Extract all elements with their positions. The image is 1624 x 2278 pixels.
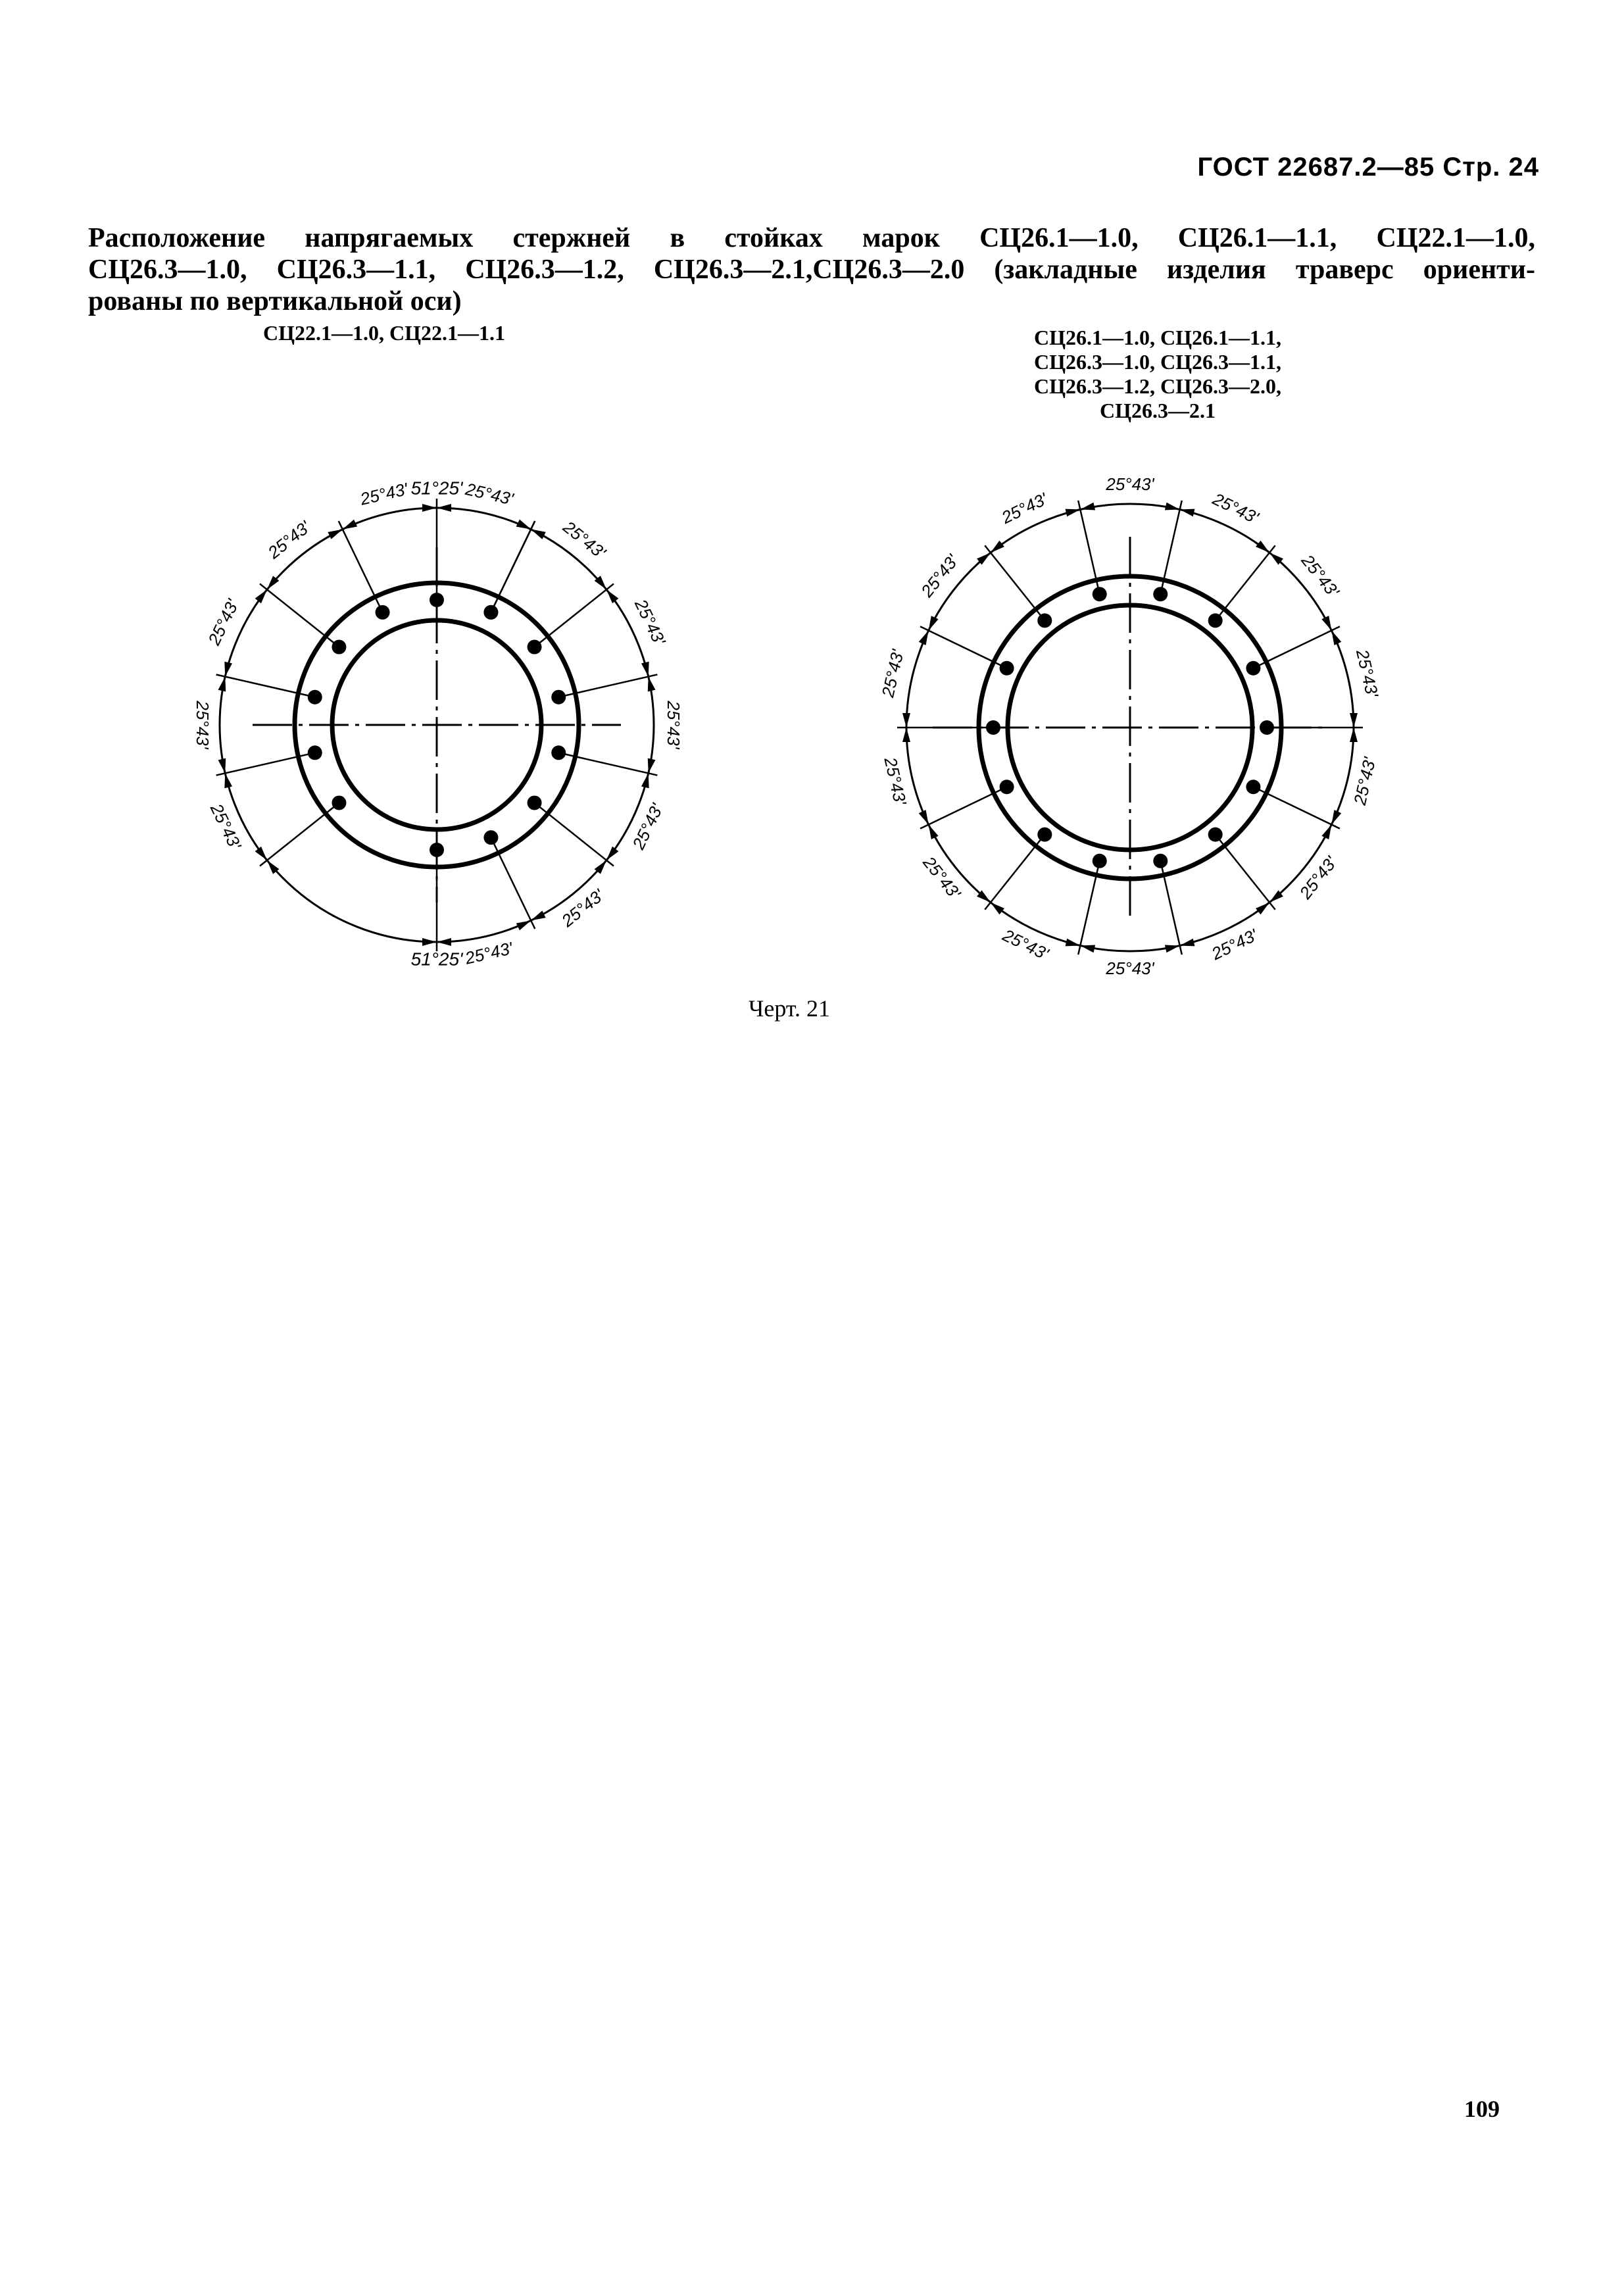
arrowhead: [1180, 509, 1195, 517]
angle-label: 25°43': [877, 647, 908, 699]
arrowhead: [1321, 825, 1331, 839]
arrowhead: [422, 504, 437, 512]
extension-line: [260, 584, 339, 647]
rebar-dot: [332, 640, 346, 655]
arrowhead: [531, 530, 545, 539]
right-drawing-title: [973, 326, 1342, 423]
angle-label: 25°43': [559, 516, 610, 562]
angle-label: 25°43': [204, 596, 243, 649]
angle-label: 25°43': [1295, 853, 1341, 903]
arrowhead: [919, 630, 929, 645]
arrowhead: [218, 677, 226, 692]
rebar-dot: [332, 795, 346, 810]
extension-line: [1216, 835, 1275, 910]
angle-label: 25°43': [557, 885, 608, 931]
arrowhead: [902, 713, 910, 728]
arrowhead: [1080, 945, 1095, 953]
angle-label: 25°43': [463, 938, 515, 968]
arrowhead: [1331, 810, 1341, 824]
arrowhead: [919, 810, 929, 824]
angle-label: 25°43': [998, 489, 1050, 528]
caption-line: рованы по вертикальной оси): [88, 286, 462, 316]
rebar-dot: [551, 745, 566, 760]
arrowhead: [437, 504, 451, 512]
arrowhead: [224, 662, 232, 677]
extension-line: [1216, 545, 1275, 620]
angle-label: 25°43': [358, 479, 410, 509]
angle-label: 25°43': [1297, 551, 1343, 601]
extension-line: [491, 837, 535, 929]
arrowhead: [422, 938, 437, 946]
arrowhead: [531, 910, 545, 920]
angle-label: 25°43': [206, 800, 245, 853]
arrowhead: [641, 662, 649, 677]
extension-line: [260, 803, 339, 866]
right-title-line: СЦ26.3—2.1: [1100, 399, 1216, 422]
extension-line: [1253, 787, 1340, 828]
arrowhead: [255, 589, 267, 603]
angle-label: 25°43': [264, 516, 314, 563]
rebar-dot: [1000, 780, 1014, 794]
extension-line: [535, 803, 614, 866]
arrowhead: [1256, 903, 1269, 914]
arrowhead: [606, 589, 618, 603]
extension-line: [1253, 626, 1340, 668]
rebar-dot: [483, 605, 498, 620]
arrowhead: [224, 773, 232, 788]
right-title-line: СЦ26.3—1.0, СЦ26.3—1.1,: [1034, 350, 1281, 374]
arrowhead: [343, 520, 357, 530]
page-header: ГОСТ 22687.2—85 Стр. 24: [1197, 153, 1539, 182]
angle-label: 51°25': [410, 478, 463, 499]
arrowhead: [606, 847, 618, 860]
arrowhead: [1256, 541, 1269, 553]
rebar-dot: [528, 640, 542, 655]
rebar-dot: [1037, 828, 1052, 842]
arrowhead: [641, 773, 649, 788]
angle-label: 51°25': [410, 949, 463, 970]
arrowhead: [1350, 713, 1358, 728]
angle-label: 25°43': [999, 925, 1052, 964]
left-rebar-drawing: [193, 478, 683, 969]
arrowhead: [991, 903, 1004, 914]
arrowhead: [1321, 616, 1331, 630]
arrowhead: [1066, 509, 1081, 517]
right-rebar-drawing: [877, 474, 1383, 978]
rebar-dot: [430, 593, 444, 607]
angle-label: 25°43': [631, 596, 670, 649]
arrowhead: [516, 520, 531, 530]
extension-line: [985, 545, 1045, 620]
angle-label: 25°43': [1106, 958, 1154, 978]
rebar-dot: [551, 690, 566, 705]
arrowhead: [1066, 939, 1081, 947]
arrowhead: [648, 758, 656, 774]
rebar-dot: [1208, 828, 1223, 842]
rebar-dot: [1000, 661, 1014, 676]
arrowhead: [902, 728, 910, 742]
angle-label: 25°43': [1208, 925, 1261, 964]
rebar-dot: [986, 720, 1000, 735]
angle-label: 25°43': [917, 551, 963, 601]
figure-label: Черт. 21: [749, 995, 830, 1022]
arrowhead: [1165, 503, 1180, 510]
arrowhead: [1165, 945, 1180, 953]
rebar-dot: [376, 605, 390, 620]
angle-label: 25°43': [628, 800, 668, 853]
arrowhead: [516, 920, 531, 930]
angle-label: 25°43': [1210, 489, 1262, 528]
arrowhead: [929, 825, 939, 839]
arrowhead: [648, 677, 656, 692]
right-title-line: СЦ26.1—1.0, СЦ26.1—1.1,: [1034, 326, 1281, 349]
angle-label: 25°43': [1106, 474, 1154, 494]
angle-label: 25°43': [664, 701, 684, 749]
rebar-dot: [1037, 613, 1052, 628]
caption: [88, 222, 1535, 317]
rebar-dot: [308, 690, 322, 705]
arrowhead: [1180, 939, 1195, 947]
extension-line: [920, 626, 1007, 668]
extension-line: [535, 584, 614, 647]
rebar-dot: [1093, 587, 1107, 601]
rebar-dot: [1153, 854, 1168, 868]
extension-line: [920, 787, 1007, 828]
caption-line: Расположение напрягаемых стержней в стойках марок СЦ26.1—1.0, СЦ26.1—1.1, СЦ22.1—1.0,: [88, 223, 1535, 253]
rebar-dot: [1093, 854, 1107, 868]
extension-line: [491, 521, 535, 612]
extension-line: [985, 835, 1045, 910]
angle-label: 25°43': [193, 701, 213, 749]
right-title-line: СЦ26.3—1.2, СЦ26.3—2.0,: [1034, 374, 1281, 398]
arrowhead: [218, 758, 226, 774]
rebar-layout-figure: [132, 421, 1447, 987]
rebar-dot: [528, 795, 542, 810]
arrowhead: [1331, 630, 1341, 645]
angle-label: 25°43': [1352, 647, 1383, 699]
rebar-dot: [483, 830, 498, 845]
rebar-dot: [1246, 661, 1260, 676]
rebar-dot: [308, 745, 322, 760]
angle-label: 25°43': [1349, 755, 1380, 807]
caption-line: СЦ26.3—1.0, СЦ26.3—1.1, СЦ26.3—1.2, СЦ26.3—2.1,СЦ26.3—2.0 (закладные изделия траверс ориенти-: [88, 255, 1535, 285]
left-drawing-title: СЦ22.1—1.0, СЦ22.1—1.1: [263, 321, 505, 345]
rebar-dot: [430, 843, 444, 857]
arrowhead: [991, 541, 1004, 553]
rebar-dot: [1153, 587, 1168, 601]
rebar-dot: [1260, 720, 1274, 735]
arrowhead: [929, 616, 939, 630]
arrowhead: [437, 938, 451, 946]
angle-label: 25°43': [464, 479, 516, 509]
arrowhead: [1080, 503, 1095, 510]
arrowhead: [328, 530, 342, 539]
angle-label: 25°43': [919, 853, 965, 903]
rebar-dot: [1208, 613, 1223, 628]
arrowhead: [1350, 728, 1358, 742]
rebar-dot: [1246, 780, 1260, 794]
page-number: 109: [1464, 2096, 1500, 2122]
arrowhead: [255, 847, 267, 860]
extension-line: [339, 521, 383, 612]
angle-label: 25°43': [880, 755, 911, 807]
